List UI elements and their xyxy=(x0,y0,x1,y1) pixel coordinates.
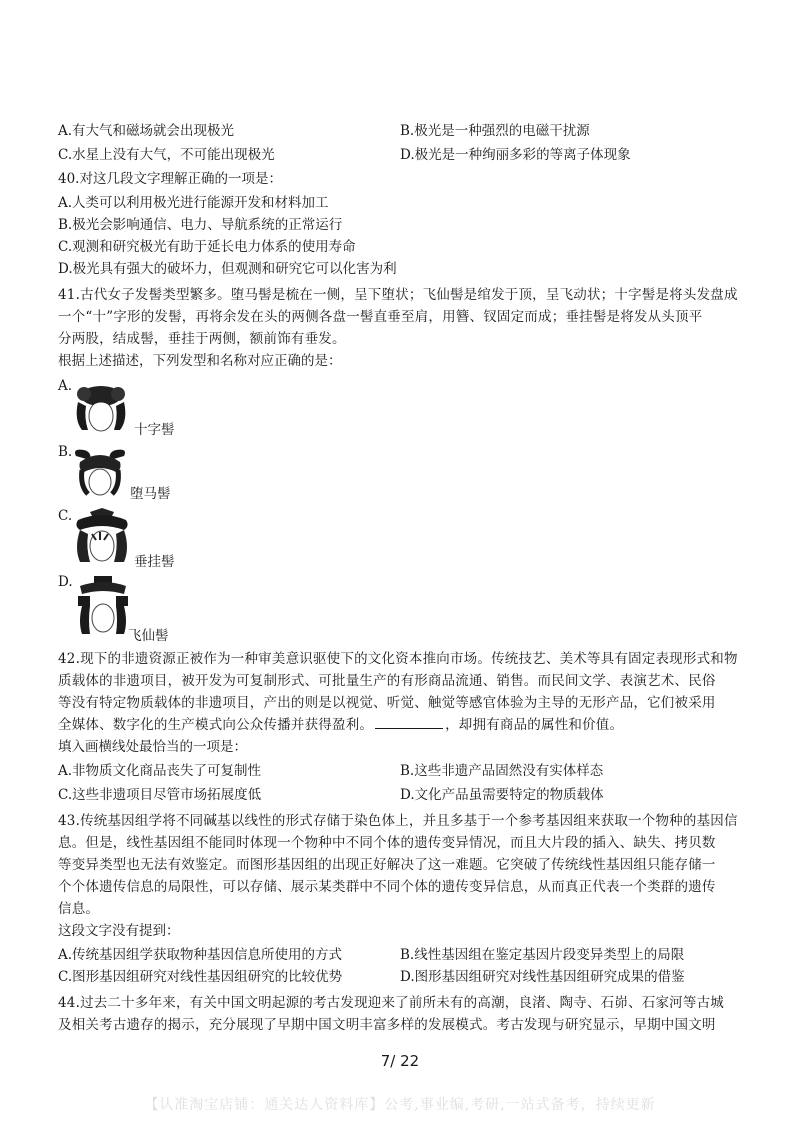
q43-stem-line3: 等变异类型也无法有效鉴定。而图形基因组的出现正好解决了这一难题。它突破了传统线性基因组只能存储一 xyxy=(58,857,716,873)
q41-option-a-label: 十字髻 xyxy=(134,422,175,438)
q42-stem-line2: 质载体的非遗项目，被开发为可复制形式、可批量生产的有形商品流通、销售。而民间文学、表演艺术、民俗 xyxy=(58,673,716,689)
q41-stem-line1: 41.古代女子发髻类型繁多。堕马髻是梳在一侧，呈下堕状；飞仙髻是绾发于顶，呈飞动状；十字髻是将头发盘成 xyxy=(58,287,738,303)
q44-stem-line2: 及相关考古遗存的揭示，充分展现了早期中国文明丰富多样的发展模式。考古发现与研究显示，早期中国文明 xyxy=(58,1017,716,1033)
q42-stem-line4-before: 全媒体、数字化的生产模式向公众传播并获得盈利。 xyxy=(58,717,374,733)
page-number: 7/ 22 xyxy=(380,1052,420,1070)
q41-option-c-letter[interactable]: C. xyxy=(58,508,73,524)
q41-option-d-letter[interactable]: D. xyxy=(58,574,73,590)
q43-option-b[interactable]: B.线性基因组在鉴定基因片段变异类型上的局限 xyxy=(400,947,685,963)
q41-stem-line2: 一个“十”字形的发髻，再将余发在头的两侧各盘一髻直垂至肩，用簪、钗固定而成；垂挂髻是将发从头顶平 xyxy=(58,309,703,325)
q41-prompt: 根据上述描述，下列发型和名称对应正确的是： xyxy=(58,353,342,369)
hairstyle-icon xyxy=(70,382,132,438)
footer-watermark: 【认准淘宝店铺：通关达人资料库】公考,事业编,考研,一站式备考，持续更新 xyxy=(144,1097,656,1113)
fill-in-blank xyxy=(375,716,443,729)
hairstyle-icon xyxy=(70,508,134,566)
q43-option-d[interactable]: D.图形基因组研究对线性基因组研究成果的借鉴 xyxy=(400,969,685,985)
q43-stem-line5: 信息。 xyxy=(58,901,100,917)
q42-stem-line4-after: ，却拥有商品的属性和价值。 xyxy=(445,717,624,733)
q43-option-a[interactable]: A.传统基因组学获取物种基因信息所使用的方式 xyxy=(58,947,343,963)
q41-stem-line3: 分两股，结成髻，垂挂于两侧，额前饰有垂发。 xyxy=(58,331,346,347)
q40-option-c[interactable]: C.观测和研究极光有助于延长电力体系的使用寿命 xyxy=(58,239,356,255)
q42-option-d[interactable]: D.文化产品虽需要特定的物质载体 xyxy=(400,787,604,803)
q42-option-a[interactable]: A.非物质文化商品丧失了可复制性 xyxy=(58,763,262,779)
q41-option-b-label: 堕马髻 xyxy=(130,486,171,502)
q40-stem: 40.对这几段文字理解正确的一项是： xyxy=(58,171,282,187)
q40-option-d[interactable]: D.极光具有强大的破坏力，但观测和研究它可以化害为利 xyxy=(58,261,397,277)
q42-stem-line3: 等没有特定物质载体的非遗项目，产出的则是以视觉、听觉、触觉等感官体验为主导的无形产品，它们被采用 xyxy=(58,695,716,711)
q41-option-d-label: 飞仙髻 xyxy=(128,628,169,644)
q43-stem-line4: 个个体遗传信息的局限性，可以存储、展示某类群中不同个体的遗传变异信息，从而真正代表一个类群的遗传 xyxy=(58,879,716,895)
q40-option-b[interactable]: B.极光会影响通信、电力、导航系统的正常运行 xyxy=(58,217,343,233)
q41-option-b-letter[interactable]: B. xyxy=(58,444,73,460)
q39-option-b[interactable]: B.极光是一种强烈的电磁干扰源 xyxy=(400,123,590,139)
q42-stem-line1: 42.现下的非遗资源正被作为一种审美意识驱使下的文化资本推向市场。传统技艺、美术等具有固定表现形式和物 xyxy=(58,651,738,667)
q43-option-c[interactable]: C.图形基因组研究对线性基因组研究的比较优势 xyxy=(58,969,343,985)
q39-option-a[interactable]: A.有大气和磁场就会出现极光 xyxy=(58,123,235,139)
q40-option-a[interactable]: A.人类可以利用极光进行能源开发和材料加工 xyxy=(58,195,329,211)
q39-option-c[interactable]: C.水星上没有大气，不可能出现极光 xyxy=(58,147,275,163)
q42-stem-line4 xyxy=(58,716,623,734)
q41-option-a-letter[interactable]: A. xyxy=(58,378,73,394)
q44-stem-line1: 44.过去二十多年来，有关中国文明起源的考古发现迎来了前所未有的高潮，良渚、陶寺、石峁、石家河等古城 xyxy=(58,995,724,1011)
hairstyle-icon xyxy=(70,446,130,498)
q43-prompt: 这段文字没有提到： xyxy=(58,923,180,939)
q43-stem-line1: 43.传统基因组学将不同碱基以线性的形式存储于染色体上，并且多基于一个参考基因组来获取一个物种的基因信 xyxy=(58,813,738,829)
q42-option-b[interactable]: B.这些非遗产品固然没有实体样态 xyxy=(400,763,604,779)
q43-stem-line2: 息。但是，线性基因组不能同时体现一个物种中不同个体的遗传变异情况，而且大片段的插入、缺失、拷贝数 xyxy=(58,835,716,851)
q42-prompt: 填入画横线处最恰当的一项是： xyxy=(58,739,247,755)
q42-option-c[interactable]: C.这些非遗项目尽管市场拓展度低 xyxy=(58,787,262,803)
q41-option-c-label: 垂挂髻 xyxy=(134,554,175,570)
q39-option-d[interactable]: D.极光是一种绚丽多彩的等离子体现象 xyxy=(400,147,631,163)
hairstyle-icon xyxy=(74,574,132,638)
